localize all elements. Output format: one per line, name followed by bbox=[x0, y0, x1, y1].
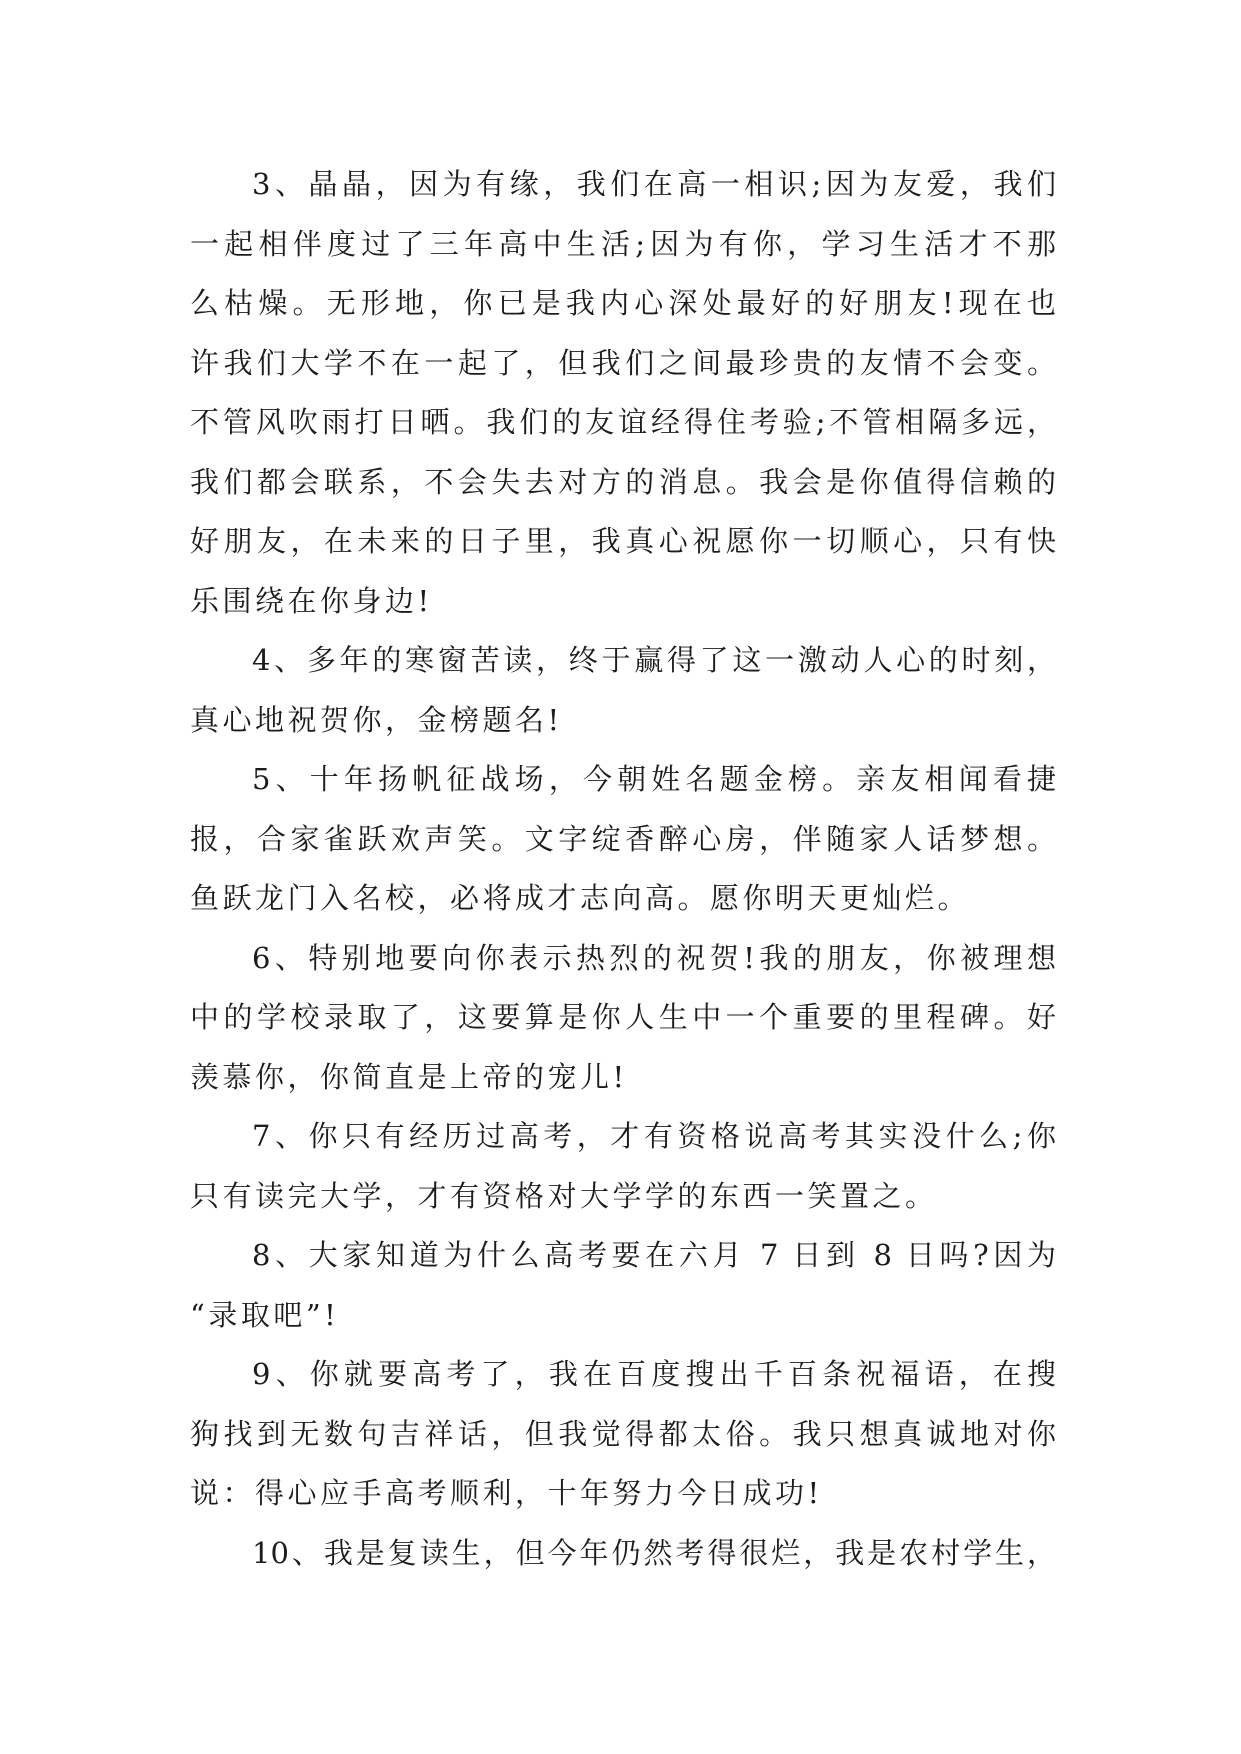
paragraph-3 bbox=[190, 155, 1056, 631]
text-line: 报，合家雀跃欢声笑。文字绽香醉心房，伴随家人话梦想。 bbox=[190, 821, 1056, 856]
paragraph-7 bbox=[190, 1107, 1056, 1226]
text-line: 么枯燥。无形地，你已是我内心深处最好的好朋友!现在也 bbox=[190, 286, 1056, 320]
paragraph-8 bbox=[190, 1226, 1056, 1345]
text-line: 鱼跃龙门入名校，必将成才志向高。愿你明天更灿烂。 bbox=[190, 881, 971, 915]
text-line: 4、多年的寒窗苦读，终于赢得了这一激动人心的时刻， bbox=[252, 643, 1056, 677]
text-line: 乐围绕在你身边! bbox=[190, 583, 433, 618]
text-line: 狗找到无数句吉祥话，但我觉得都太俗。我只想真诚地对你 bbox=[190, 1416, 1056, 1451]
paragraph-4 bbox=[190, 631, 1056, 750]
text-line: 好朋友，在未来的日子里，我真心祝愿你一切顺心，只有快 bbox=[190, 524, 1056, 558]
text-line: 不管风吹雨打日晒。我们的友谊经得住考验;不管相隔多远， bbox=[190, 405, 1056, 439]
text-line: 10、我是复读生，但今年仍然考得很烂，我是农村学生， bbox=[252, 1535, 1056, 1570]
document-page bbox=[190, 155, 1056, 1583]
text-line: 只有读完大学，才有资格对大学学的东西一笑置之。 bbox=[190, 1178, 938, 1213]
text-line: 一起相伴度过了三年高中生活;因为有你，学习生活才不那 bbox=[190, 226, 1056, 261]
text-line: 9、你就要高考了，我在百度搜出千百条祝福语，在搜 bbox=[252, 1357, 1056, 1391]
text-line: 羡慕你，你简直是上帝的宠儿! bbox=[190, 1059, 628, 1094]
text-line: 5、十年扬帆征战场，今朝姓名题金榜。亲友相闻看捷 bbox=[252, 762, 1056, 796]
text-line: 7、你只有经历过高考，才有资格说高考其实没什么;你 bbox=[252, 1119, 1056, 1153]
text-line: 8、大家知道为什么高考要在六月 7 日到 8 日吗?因为 bbox=[252, 1238, 1056, 1272]
text-line: “录取吧”! bbox=[190, 1297, 340, 1332]
text-line: 3、晶晶，因为有缘，我们在高一相识;因为友爱，我们 bbox=[252, 167, 1056, 201]
text-line: 真心地祝贺你，金榜题名! bbox=[190, 702, 563, 737]
paragraph-5 bbox=[190, 750, 1056, 929]
paragraph-10 bbox=[190, 1524, 1056, 1584]
text-line: 中的学校录取了，这要算是你人生中一个重要的里程碑。好 bbox=[190, 1000, 1056, 1034]
text-line: 我们都会联系，不会失去对方的消息。我会是你值得信赖的 bbox=[190, 464, 1056, 499]
text-line: 6、特别地要向你表示热烈的祝贺!我的朋友，你被理想 bbox=[252, 940, 1056, 975]
text-line: 许我们大学不在一起了，但我们之间最珍贵的友情不会变。 bbox=[190, 345, 1056, 380]
text-line: 说：得心应手高考顺利，十年努力今日成功! bbox=[190, 1476, 823, 1510]
paragraph-6 bbox=[190, 929, 1056, 1108]
paragraph-9 bbox=[190, 1345, 1056, 1524]
